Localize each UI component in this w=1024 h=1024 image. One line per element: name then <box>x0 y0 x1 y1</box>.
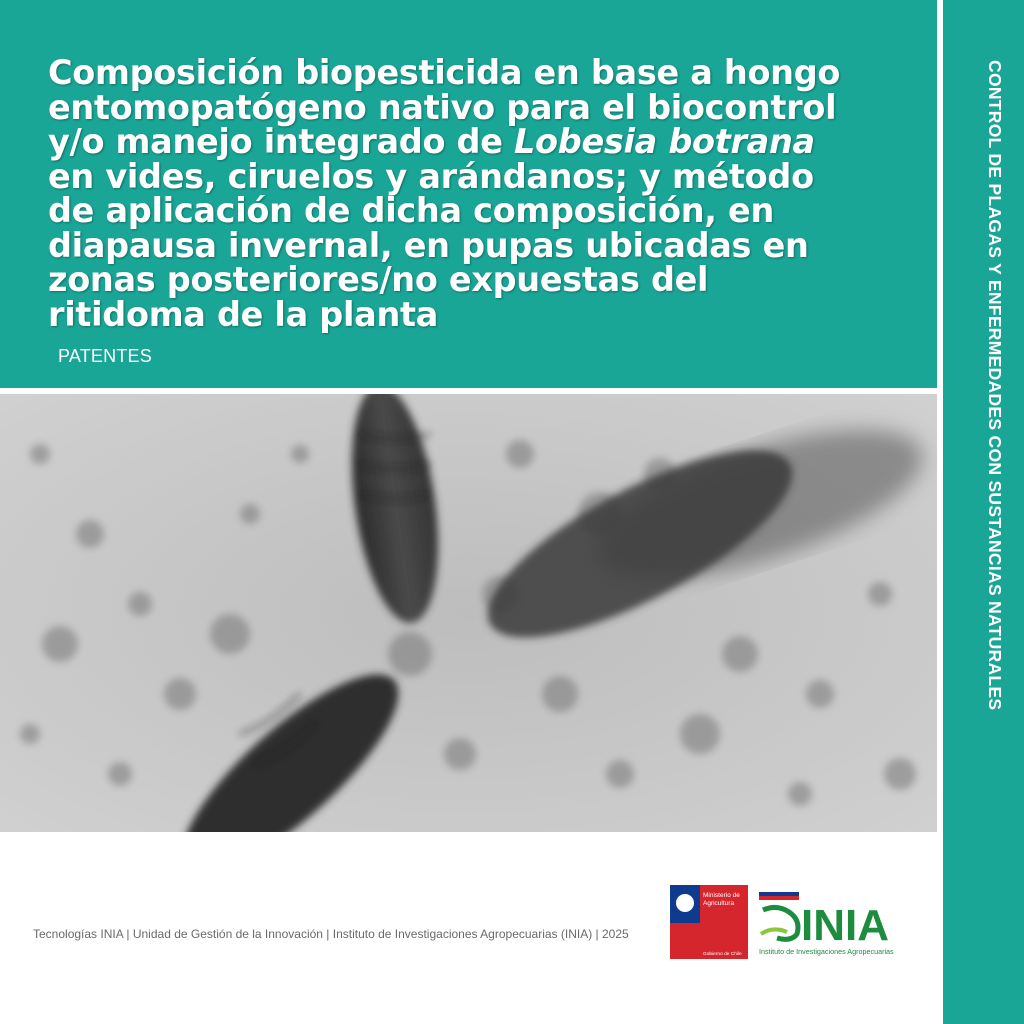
inia-tagline: Instituto de Investigaciones Agropecuarias <box>759 947 894 956</box>
title-line: entomopatógeno nativo para el biocontrol <box>48 87 837 127</box>
title-line: ritidoma de la planta <box>48 294 439 334</box>
species-name: Lobesia botrana <box>514 122 815 161</box>
title-line: en vides, ciruelos y arándanos; y método <box>48 156 814 196</box>
ministerio-agricultura-logo <box>670 885 748 959</box>
title-line: Composición biopesticida en base a hongo <box>48 53 841 92</box>
pupae-photo-image <box>0 394 937 832</box>
gob-logo-line2: Agricultura <box>703 900 735 907</box>
title-line: y/o manejo integrado de <box>48 122 514 161</box>
sidebar-category-label: CONTROL DE PLAGAS Y ENFERMEDADES CON SUSTANCIAS NATURALES <box>985 60 1005 711</box>
header-banner <box>0 0 937 388</box>
pupae-photo <box>0 394 937 832</box>
inia-logo <box>757 890 912 958</box>
category-label: PATENTES <box>58 346 152 366</box>
gob-logo-line1: Ministerio de <box>703 892 740 899</box>
footer-credits: Tecnologías INIA | Unidad de Gestión de la Innovación | Instituto de Investigaciones Agropecuarias (INIA) | 2025 <box>33 927 629 941</box>
inia-wordmark: INIA <box>801 901 889 950</box>
title-line: zonas posteriores/no expuestas del <box>48 260 709 299</box>
title-line: de aplicación de dicha composición, en <box>48 191 775 230</box>
title-line: diapausa invernal, en pupas ubicadas en <box>48 225 809 265</box>
page-title <box>48 53 918 334</box>
gob-logo-line3: Gobierno de Chile <box>703 952 742 957</box>
